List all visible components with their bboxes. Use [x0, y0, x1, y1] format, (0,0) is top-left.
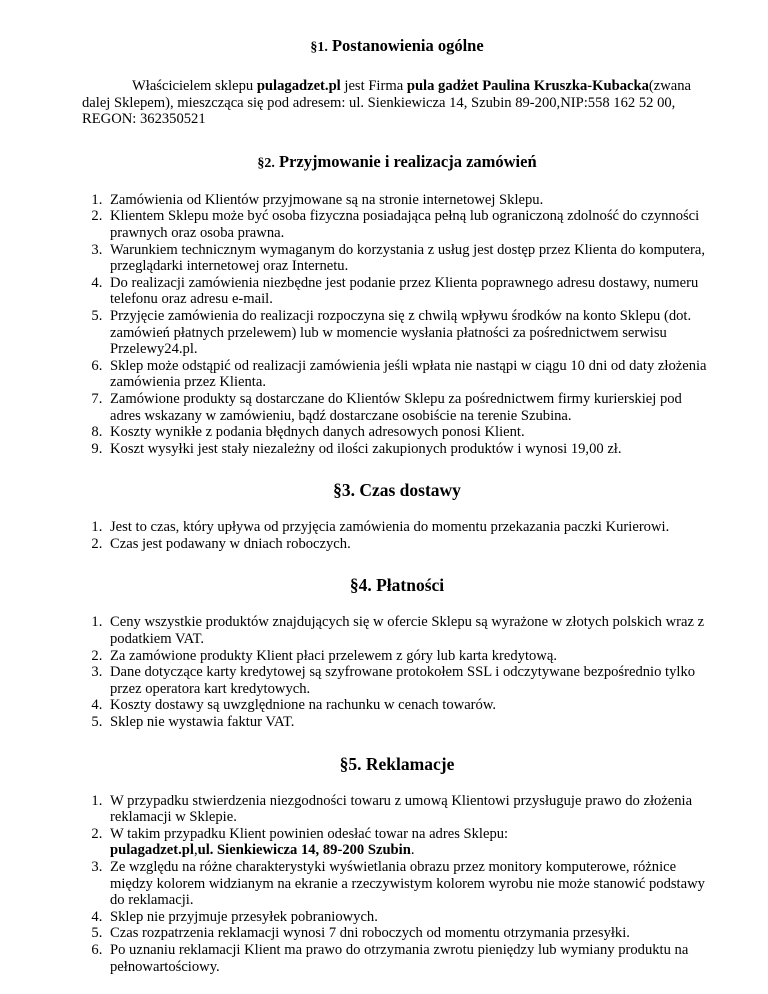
- list-item: 8. Koszty wynikłe z podania błędnych danych adresowych ponosi Klient.: [106, 424, 712, 441]
- shop-name: pulagadzet.pl: [256, 78, 341, 94]
- shop-address: ul. Sienkiewicza 14, 89-200 Szubin: [197, 842, 411, 859]
- list-item: 5. Przyjęcie zamówienia do realizacji rozpoczyna się z chwilą wpływu środków na konto Sklepu (dot. zamówień płatnych przelewem) lub w momencie wysłania płatności za pośrednictwem serwisu Przelewy24.pl.: [106, 308, 712, 358]
- list-item: 3. Ze względu na różne charakterystyki wyświetlania obrazu przez monitory komputerowe, różnice między kolorem widzianym na ekranie a rzeczywistym kolorem wyrobu nie może stanowić podstawy do reklamacji.: [106, 859, 712, 909]
- section-5-list: [82, 793, 712, 976]
- list-item: 1. Jest to czas, który upływa od przyjęcia zamówienia do momentu przekazania paczki Kurierowi.: [106, 519, 712, 536]
- section-4-list: [82, 614, 712, 730]
- regon-line: REGON: 362350521: [82, 111, 206, 128]
- list-item: 6. Sklep może odstąpić od realizacji zamówienia jeśli wpłata nie nastąpi w ciągu 10 dni od daty złożenia zamówienia przez Klienta.: [106, 358, 712, 391]
- list-item: 5. Sklep nie wystawia faktur VAT.: [106, 714, 712, 731]
- section-5-heading: §5. Reklamacje: [339, 753, 455, 774]
- section-3-list: [82, 519, 712, 552]
- list-item: 4. Sklep nie przyjmuje przesyłek pobraniowych.: [106, 909, 712, 926]
- company-name: pula gadżet Paulina Kruszka-Kubacka: [406, 78, 649, 94]
- list-item: 4. Koszty dostawy są uwzględnione na rachunku w cenach towarów.: [106, 697, 712, 714]
- section-2-heading: [82, 152, 712, 174]
- list-item: 3. Dane dotyczące karty kredytowej są szyfrowane protokołem SSL i odczytywane bezpośrednio tylko przez operatora kart kredytowych.: [106, 664, 712, 697]
- shop-name: pulagadzet.pl: [110, 842, 194, 859]
- list-item: 2. W takim przypadku Klient powinien odesłać towar na adres Sklepu: pulagadzet.pl,ul. Sienkiewicza 14, 89-200 Szubin.: [106, 826, 712, 859]
- list-item: 4. Do realizacji zamówienia niezbędne jest podanie przez Klienta poprawnego adresu dostawy, numeru telefonu oraz adresu e-mail.: [106, 275, 712, 308]
- list-item: 6. Po uznaniu reklamacji Klient ma prawo do otrzymania zwrotu pieniędzy lub wymiany produktu na pełnowartościowy.: [106, 942, 712, 975]
- list-item: 5. Czas rozpatrzenia reklamacji wynosi 7 dni roboczych od momentu otrzymania przesyłki.: [106, 925, 712, 942]
- section-3-heading: §3. Czas dostawy: [333, 480, 461, 501]
- list-item: 3. Warunkiem technicznym wymaganym do korzystania z usług jest dostęp przez Klienta do komputera, przeglądarki internetowej oraz Internetu.: [106, 242, 712, 275]
- list-item: 2. Za zamówione produkty Klient płaci przelewem z góry lub karta kredytową.: [106, 648, 712, 665]
- owner-paragraph: Właścicielem sklepu pulagadzet.pl jest Firma pula gadżet Paulina Kruszka-Kubacka(zwana dalej Sklepem), mieszcząca się pod adresem: ul. Sienkiewicza 14, Szubin 89-200,NIP:558 162 52 00, REGON: 362350521: [82, 78, 692, 128]
- section-1-heading: [82, 36, 712, 58]
- list-item: 2. Klientem Sklepu może być osoba fizyczna posiadająca pełną lub ograniczoną zdolność do czynności prawnych oraz osoba prawna.: [106, 208, 712, 241]
- list-item: 1. Ceny wszystkie produktów znajdujących się w ofercie Sklepu są wyrażone w złotych polskich wraz z podatkiem VAT.: [106, 614, 712, 647]
- list-item: 9. Koszt wysyłki jest stały niezależny od ilości zakupionych produktów i wynosi 19,00 zł.: [106, 441, 712, 458]
- list-item: 2. Czas jest podawany w dniach roboczych.: [106, 536, 712, 553]
- list-item: 1. W przypadku stwierdzenia niezgodności towaru z umową Klientowi przysługuje prawo do złożenia reklamacji w Sklepie.: [106, 793, 712, 826]
- section-2-number: §2.: [257, 155, 275, 171]
- section-4-heading: §4. Płatności: [349, 575, 445, 596]
- section-1-number: §1.: [310, 40, 328, 55]
- list-item: 1. Zamówienia od Klientów przyjmowane są na stronie internetowej Sklepu.: [106, 192, 712, 209]
- section-2-title: Przyjmowanie i realizacja zamówień: [278, 151, 537, 171]
- list-item: 7. Zamówione produkty są dostarczane do Klientów Sklepu za pośrednictwem firmy kurierskiej pod adres wskazany w zamówieniu, bądź dostarczane osobiście na terenie Szubina.: [106, 391, 712, 424]
- section-1-title: Postanowienia ogólne: [331, 36, 484, 55]
- section-2-list: [82, 192, 712, 458]
